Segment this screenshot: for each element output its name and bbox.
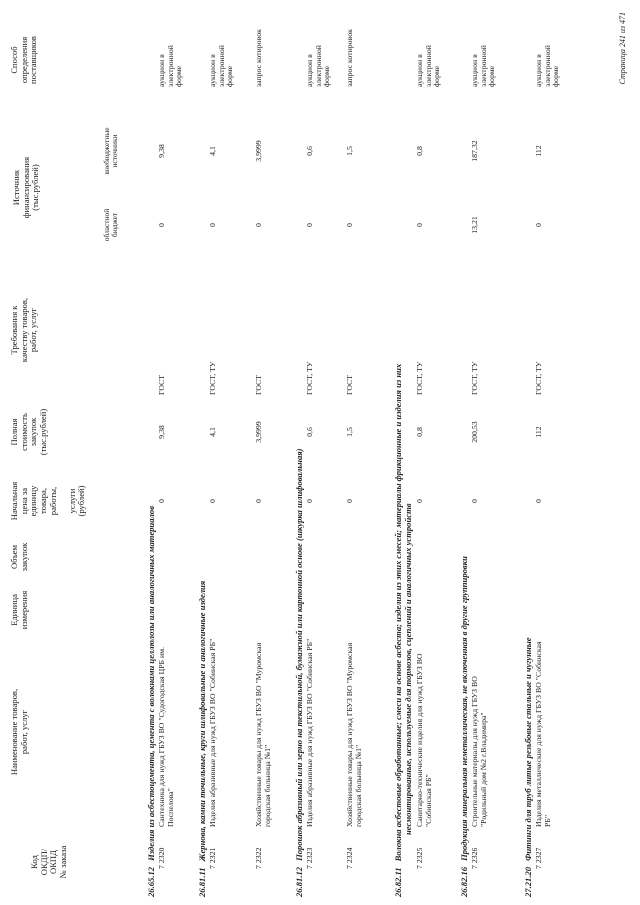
item-name: Изделия абразивные для нужд ГБУЗ ВО "Собинская РБ" — [208, 638, 217, 827]
item-name: Хозяйственные товары для нужд ГБУЗ ВО "Муромская городская больница №1" — [254, 642, 272, 827]
unit-price: 0 — [415, 499, 424, 503]
total-cost: 1,5 — [345, 427, 354, 437]
order-number: 7 2321 — [208, 847, 217, 869]
header-volume: Объем закупок — [9, 542, 29, 572]
group-heading — [460, 556, 470, 897]
group-code: 26.81.11 — [197, 867, 207, 897]
regional-budget: 0 — [345, 223, 354, 227]
table-row — [471, 0, 521, 905]
header-method: Способ определения поставщиков — [9, 36, 39, 84]
order-number: 7 2323 — [305, 847, 314, 869]
group-title: Продукция минеральная неметаллическая, не включенная в другие группировки — [459, 556, 469, 861]
procurement-method: аукцион в электронной форме — [470, 45, 497, 87]
order-number: 7 2320 — [157, 847, 166, 869]
group-title: Порошок абразивный или зерно на текстильной, бумажной или картонной основе (шкурка шлифовальная) — [294, 448, 304, 861]
total-cost: 112 — [534, 426, 543, 438]
total-cost: 0,6 — [305, 427, 314, 437]
extrabudget: 4,1 — [208, 146, 217, 156]
extrabudget: 187,32 — [470, 140, 479, 162]
total-cost: 0,8 — [415, 427, 424, 437]
group-title-continued: несмонтированные, используемые для тормозов, сцеплений и аналогичных устройств — [402, 503, 413, 835]
table-row — [209, 0, 259, 905]
total-cost: 9,38 — [157, 425, 166, 439]
group-code: 27.21.20 — [523, 866, 533, 897]
table-row — [535, 0, 585, 905]
table-row — [346, 0, 396, 905]
unit-price: 0 — [157, 499, 166, 503]
regional-budget: 0 — [157, 223, 166, 227]
item-name: Строительные материалы для нужд ГБУЗ ВО "Родильный дом №2 г.Владимира" — [470, 676, 488, 827]
extrabudget: 0,6 — [305, 146, 314, 156]
header-name: Наименование товаров, работ, услуг — [9, 688, 29, 776]
group-code: 26.65.12 — [146, 866, 156, 897]
header-extrabudget: внебюджетные источники — [102, 127, 120, 175]
requirements: ГОСТ — [157, 374, 166, 395]
header-requirements: Требования к качеству товаров, работ, услуг — [9, 297, 39, 363]
header-unit-price: Начальная цена за единицу товара, работы, услуги (рублей) — [9, 481, 87, 521]
procurement-method: аукцион в электронной форме — [208, 45, 235, 87]
unit-price: 0 — [470, 499, 479, 503]
unit-price: 0 — [345, 499, 354, 503]
extrabudget: 0,8 — [415, 146, 424, 156]
item-name: Санитарно-технические изделия для нужд ГБУЗ ВО "Собинская РБ" — [415, 653, 433, 827]
procurement-method: аукцион в электронной форме — [305, 45, 332, 87]
item-name: Изделия абразивные для нужд ГБУЗ ВО "Собинская РБ" — [305, 638, 314, 827]
order-number: 7 2326 — [470, 847, 479, 869]
group-title: Жернова, камни точильные, круги шлифовальные и аналогичные изделия — [197, 580, 207, 862]
unit-price: 0 — [254, 499, 263, 503]
group-title: Волокна асбестовые обработанные; смеси на основе асбеста; изделия из этих смесей; материалы фрикционные и изделия из них — [393, 363, 403, 862]
header-unit: Единица измерения — [9, 590, 29, 630]
procurement-method: аукцион в электронной форме — [534, 45, 561, 87]
unit-price: 0 — [208, 499, 217, 503]
header-financing: Источник финансирования (тыс.рублей) — [11, 156, 41, 219]
group-heading — [295, 448, 305, 897]
group-heading — [198, 581, 208, 897]
regional-budget: 0 — [305, 223, 314, 227]
requirements: ГОСТ, ТУ — [415, 361, 424, 395]
group-heading — [394, 364, 413, 897]
header-regional-budget: областной бюджет — [102, 208, 120, 242]
requirements: ГОСТ, ТУ — [470, 361, 479, 395]
order-number: 7 2325 — [415, 847, 424, 869]
page-number: Страница 241 из 471 — [618, 12, 627, 85]
header-code: Код ОКДП/ ОКПД № заказа — [29, 845, 68, 879]
group-title: Изделия из асбестоцемента, цемента с волокнами целлюлозы или аналогичных материалов — [146, 505, 156, 861]
requirements: ГОСТ, ТУ — [305, 361, 314, 395]
regional-budget: 13,21 — [470, 216, 479, 234]
order-number: 7 2322 — [254, 847, 263, 869]
extrabudget: 1,5 — [345, 146, 354, 156]
total-cost: 4,1 — [208, 427, 217, 437]
regional-budget: 0 — [415, 223, 424, 227]
requirements: ГОСТ, ТУ — [208, 361, 217, 395]
requirements: ГОСТ, ТУ — [534, 361, 543, 395]
group-heading — [147, 506, 157, 897]
procurement-method: аукцион в электронной форме — [415, 45, 442, 87]
extrabudget: 3,9999 — [254, 140, 263, 162]
group-title: Фитинги для труб литые резьбовые стальные и чугунные — [523, 637, 533, 861]
order-number: 7 2324 — [345, 847, 354, 869]
procurement-method: аукцион в электронной форме — [157, 45, 184, 87]
group-code: 26.82.11 — [393, 867, 403, 897]
unit-price: 0 — [534, 499, 543, 503]
item-name: Сантехника для нужд ГБУЗ ВО "Судогодская ЦРБ им. Поспелова" — [157, 646, 175, 827]
regional-budget: 0 — [534, 223, 543, 227]
extrabudget: 9,38 — [157, 144, 166, 158]
total-cost: 3,9999 — [254, 421, 263, 443]
requirements: ГОСТ — [345, 374, 354, 395]
total-cost: 200,53 — [470, 421, 479, 443]
regional-budget: 0 — [254, 223, 263, 227]
group-code: 26.81.12 — [294, 866, 304, 897]
regional-budget: 0 — [208, 223, 217, 227]
header-total: Полная стоимость закупок (тыс.рублей) — [9, 408, 48, 456]
requirements: ГОСТ — [254, 374, 263, 395]
group-code: 26.82.16 — [459, 866, 469, 897]
item-name: Хозяйственные товары для нужд ГБУЗ ВО "Муромская городская больница №1" — [345, 642, 363, 827]
procurement-method: запрос котировок — [254, 29, 263, 87]
extrabudget: 112 — [534, 145, 543, 157]
procurement-method: запрос котировок — [345, 29, 354, 87]
group-heading — [524, 637, 534, 897]
unit-price: 0 — [305, 499, 314, 503]
item-name: Изделия металлические для нужд ГБУЗ ВО "Собинская РБ" — [534, 641, 552, 827]
order-number: 7 2327 — [534, 847, 543, 869]
